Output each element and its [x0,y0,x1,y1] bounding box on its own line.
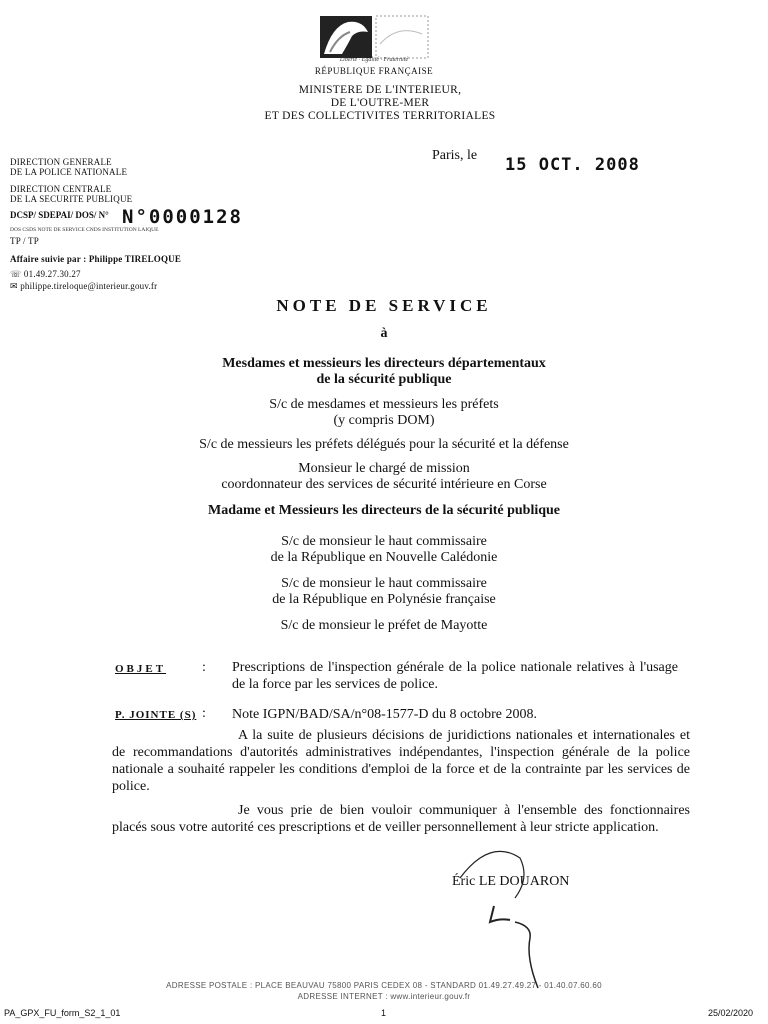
cc-mayotte: S/c de monsieur le préfet de Mayotte [280,618,488,633]
internet-address: ADRESSE INTERNET : www.interieur.gouv.fr [297,992,471,1001]
email-row [10,281,157,291]
republic-label: RÉPUBLIQUE FRANÇAISE [314,66,434,76]
date-stamp: 15 OCT. 2008 [505,155,640,175]
reference-number: N°0000128 [122,206,243,228]
phone-number: 01.49.27.30.27 [23,269,81,279]
ministry-line: MINISTERE DE L'INTERIEUR, [298,84,462,96]
handwritten-signature [420,838,560,993]
body-paragraph-2: Je vous prie de bien vouloir communiquer à l'ensemble des fonctionnaires placés sous votre autorité ces prescriptions et de veiller personnellement à leur stricte application. [112,803,690,835]
print-date: 25/02/2020 [708,1008,754,1018]
page-number: 1 [381,1008,387,1018]
affaire-suivie: Affaire suivie par : Philippe TIRELOQUE [10,254,182,264]
cc-polynesie [0,576,768,608]
cc-prefets-delegues: S/c de messieurs les préfets délégués pour la sécurité et la défense [199,437,569,452]
phone-row [10,269,81,279]
cc-corse [0,461,768,493]
reference-small: DOS CSDS NOTE DE SERVICE CNDS INSTITUTION LAIQUE [10,227,159,233]
phone-icon: ☏ [10,269,22,279]
ministry-line: ET DES COLLECTIVITES TERRITORIALES [264,110,496,122]
mail-icon: ✉ [10,281,18,291]
reference-label: DCSP/ SDEPAI/ DOS/ N° [10,210,109,220]
pj-colon: : [202,706,206,721]
cc-line: S/c de mesdames et messieurs les préfets [269,397,499,412]
tp-label: TP / TP [10,236,39,246]
dc-line: DE LA SECURITE PUBLIQUE [10,194,133,204]
email-address: philippe.tireloque@interieur.gouv.fr [20,281,158,291]
document-title: NOTE DE SERVICE [276,296,492,315]
signatory-name: Éric LE DOUARON [452,874,570,889]
date-place: Paris, le [432,148,478,163]
cc-line: de la République en Polynésie française [272,592,496,607]
to-label: à [380,326,388,341]
cc-prefets [0,397,768,429]
ministry-line: DE L'OUTRE-MER [330,97,430,109]
body-paragraph-1: A la suite de plusieurs décisions de juridictions nationales et internationales et de recommandations d'autorités administratives indépendantes, l'inspection générale de la police nationale a souhaité rappeler les conditions d'emploi de la force et de la contrainte par les services de police. [112,728,690,794]
cc-line: S/c de monsieur le haut commissaire [281,576,487,591]
cc-line: Monsieur le chargé de mission [298,461,470,476]
direction-generale [10,157,127,177]
direction-centrale [10,184,132,204]
recipient-line: Mesdames et messieurs les directeurs départementaux [222,356,546,371]
recipients-1 [0,356,768,388]
republic-motto: Liberté · Égalité · Fraternité [339,57,409,63]
pj-text: Note IGPN/BAD/SA/n°08-1577-D du 8 octobre 2008. [232,707,538,722]
dc-line: DIRECTION CENTRALE [10,184,112,194]
form-id: PA_GPX_FU_form_S2_1_01 [4,1008,121,1018]
cc-line: S/c de monsieur le haut commissaire [281,534,487,549]
cc-line: coordonnateur des services de sécurité intérieure en Corse [221,477,547,492]
objet-label: OBJET [115,663,167,675]
postal-address: ADRESSE POSTALE : PLACE BEAUVAU 75800 PARIS CEDEX 08 - STANDARD 01.49.27.49.27 - 01.40.07.60.60 [166,981,602,990]
cc-line: de la République en Nouvelle Calédonie [270,550,498,565]
pj-label: P. JOINTE (S) [115,709,197,721]
dg-line: DE LA POLICE NATIONALE [10,167,128,177]
recipient-line: de la sécurité publique [316,372,452,387]
cc-line: (y compris DOM) [333,413,435,428]
objet-colon: : [202,660,206,675]
objet-text: Prescriptions de l'inspection générale de la police nationale relatives à l'usage de la force par les services de police. [232,660,678,692]
cc-nouvelle-caledonie [0,534,768,566]
ministry-header [200,84,560,123]
dg-line: DIRECTION GENERALE [10,157,112,167]
recipients-2: Madame et Messieurs les directeurs de la sécurité publique [207,503,561,518]
